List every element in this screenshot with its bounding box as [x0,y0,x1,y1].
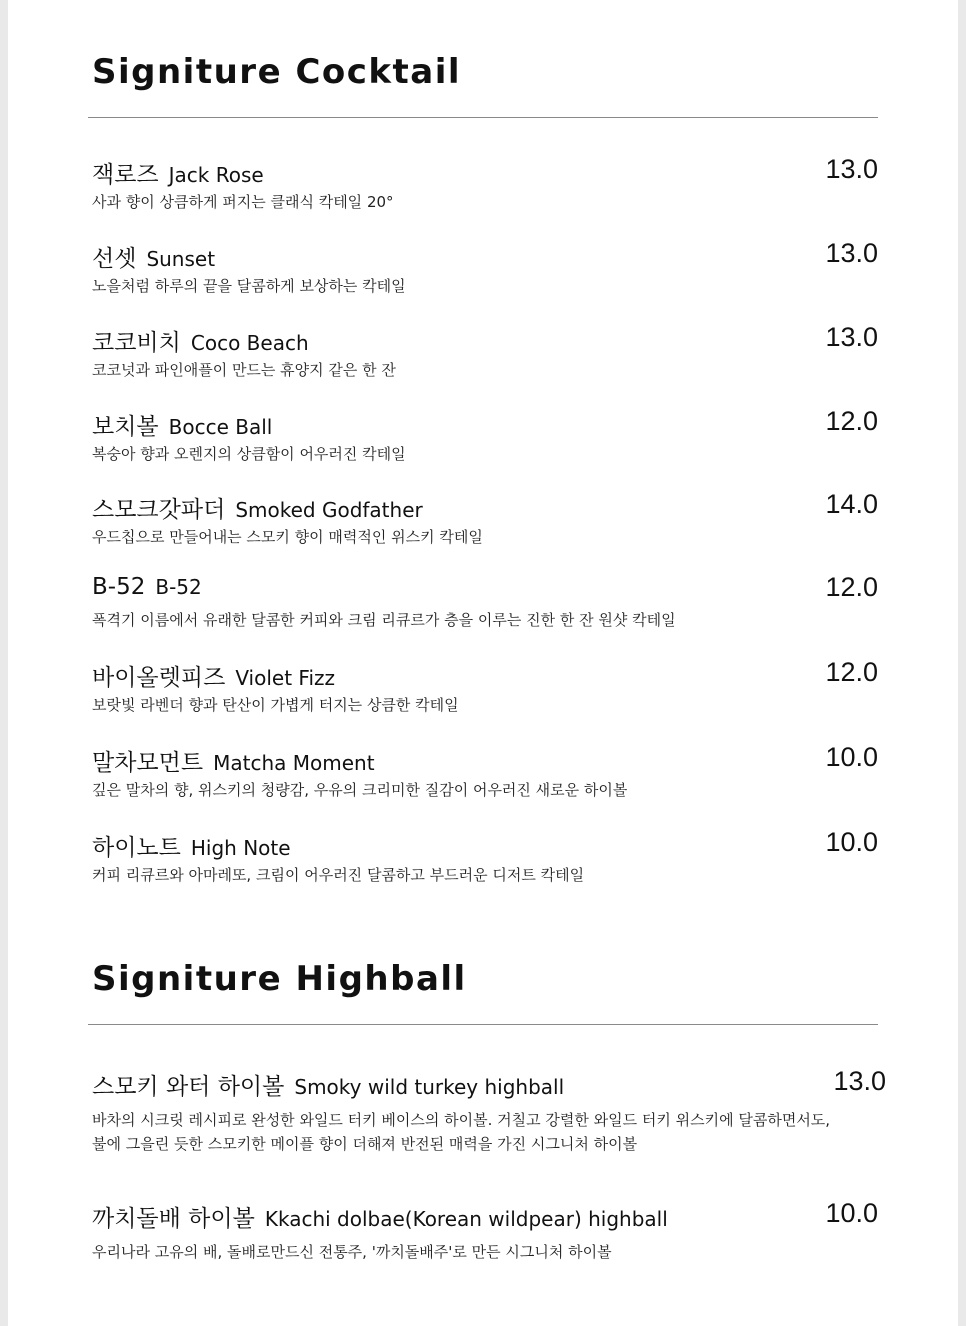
menu-item-smoky-wild-turkey-highball [92,1066,886,1156]
highball-divider [88,1024,878,1025]
item-name-ko: 스모크갓파더 [92,497,226,523]
cocktail-section-title: Signiture Cocktail [92,52,462,92]
item-description: 폭격기 이름에서 유래한 달콤한 커피와 크림 리큐르가 층을 이루는 진한 한 잔 원샷 칵테일 [92,611,676,629]
item-name-en: Kkachi dolbae(Korean wildpear) highball [264,1207,668,1231]
item-description-line-1: 바차의 시크릿 레시피로 완성한 와일드 터키 베이스의 하이볼. 거칠고 강렬한 와일드 터키 위스키에 달콤하면서도, [92,1111,831,1129]
item-name-en: Jack Rose [168,163,264,187]
item-description: 보랏빛 라벤더 향과 탄산이 가볍게 터지는 상큼한 칵테일 [92,696,459,714]
page-frame-right [958,0,966,1326]
item-name-en: High Note [190,836,291,860]
menu-item-jack-rose [92,156,882,214]
item-price: 13.0 [825,154,878,184]
item-price: 12.0 [825,572,878,602]
menu-item-high-note [92,829,882,887]
item-name-en: Coco Beach [190,331,309,355]
item-price: 14.0 [825,489,878,519]
item-description: 코코넛과 파인애플이 만드는 휴양지 같은 한 잔 [92,361,396,379]
item-name-en: Matcha Moment [213,751,375,775]
menu-item-sunset [92,240,882,298]
item-name-ko: B-52 [92,574,146,600]
item-name-ko: 코코비치 [92,330,181,356]
item-name-ko: 보치볼 [92,414,159,440]
menu-item-matcha-moment [92,744,882,802]
item-name-en: B-52 [155,575,202,599]
menu-item-smoked-godfather [92,491,882,549]
item-name-ko: 잭로즈 [92,162,159,188]
item-name-en: Smoked Godfather [235,498,423,522]
menu-item-bocce-ball [92,408,882,466]
item-name-ko: 선셋 [92,246,137,272]
item-name-ko: 바이올렛피즈 [92,665,226,691]
item-name-ko: 말차모먼트 [92,750,204,776]
item-description-line-2: 불에 그을린 듯한 스모키한 메이플 향이 더해져 반전된 매력을 가진 시그니처 하이볼 [92,1135,638,1153]
item-description: 복숭아 향과 오렌지의 상큼함이 어우러진 칵테일 [92,445,406,463]
item-price: 10.0 [825,742,878,772]
item-name-ko: 까치돌배 하이볼 [92,1206,255,1232]
cocktail-divider [88,117,878,118]
item-name-en: Bocce Ball [168,415,273,439]
menu-item-b52 [92,574,882,632]
item-price: 12.0 [825,657,878,687]
item-description: 깊은 말차의 향, 위스키의 청량감, 우유의 크리미한 질감이 어우러진 새로운 하이볼 [92,781,628,799]
item-description: 우드칩으로 만들어내는 스모키 향이 매력적인 위스키 칵테일 [92,528,483,546]
item-name-ko: 하이노트 [92,835,181,861]
item-name-en: Sunset [146,247,216,271]
item-description: 노을처럼 하루의 끝을 달콤하게 보상하는 칵테일 [92,277,406,295]
item-price: 13.0 [825,238,878,268]
menu-item-kkachi-dolbae-highball [92,1200,882,1264]
item-description: 우리나라 고유의 배, 돌배로만드신 전통주, '까치돌배주'로 만든 시그니처 하이볼 [92,1243,612,1261]
menu-item-coco-beach [92,324,882,382]
item-price: 13.0 [825,322,878,352]
menu-item-violet-fizz [92,659,882,717]
page-frame-left [0,0,8,1326]
item-price: 10.0 [825,1198,878,1228]
item-name-en: Smoky wild turkey highball [294,1075,565,1099]
item-price: 10.0 [825,827,878,857]
item-description: 사과 향이 상큼하게 퍼지는 클래식 칵테일 20° [92,193,394,211]
item-name-ko: 스모키 와터 하이볼 [92,1074,285,1100]
item-name-en: Violet Fizz [235,666,336,690]
item-price: 12.0 [825,406,878,436]
item-description: 커피 리큐르와 아마레또, 크림이 어우러진 달콤하고 부드러운 디저트 칵테일 [92,866,585,884]
item-price: 13.0 [833,1066,886,1096]
highball-section-title: Signiture Highball [92,959,467,999]
